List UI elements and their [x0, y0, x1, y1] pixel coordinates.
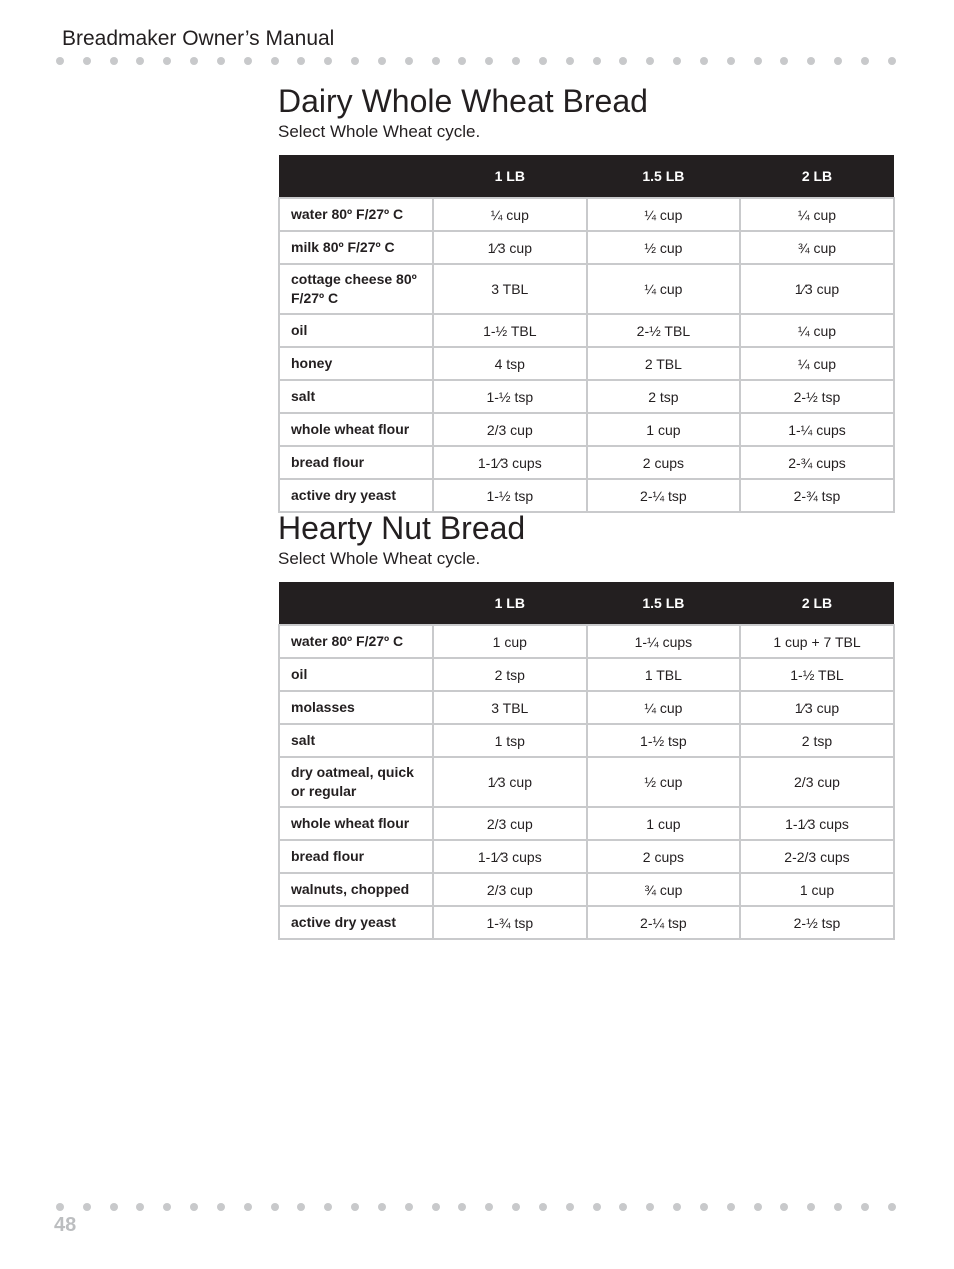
ingredient-name: dry oatmeal, quick or regular — [279, 757, 433, 807]
amount-2lb: 2-¾ tsp — [740, 479, 894, 512]
divider-dot — [593, 57, 601, 65]
amount-2lb: 2-¾ cups — [740, 446, 894, 479]
amount-1lb: 2 tsp — [433, 658, 587, 691]
amount-2lb: 1 cup + 7 TBL — [740, 625, 894, 658]
divider-dot — [163, 57, 171, 65]
ingredient-name: active dry yeast — [279, 906, 433, 939]
recipe-hearty-nut — [278, 510, 893, 940]
divider-dot — [807, 1203, 815, 1211]
table-row — [279, 198, 894, 231]
divider-dot — [271, 1203, 279, 1211]
amount-1lb: 1-¾ tsp — [433, 906, 587, 939]
divider-dot — [458, 57, 466, 65]
top-dot-divider — [56, 56, 896, 66]
divider-dot — [539, 57, 547, 65]
ingredient-name: water 80º F/27º C — [279, 198, 433, 231]
amount-1-5lb: 2 cups — [587, 446, 741, 479]
column-header-1-5lb: 1.5 LB — [587, 155, 741, 198]
table-row — [279, 757, 894, 807]
divider-dot — [163, 1203, 171, 1211]
divider-dot — [110, 1203, 118, 1211]
divider-dot — [754, 1203, 762, 1211]
amount-2lb: 2 tsp — [740, 724, 894, 757]
amount-1-5lb: 1 cup — [587, 807, 741, 840]
amount-2lb: 1⁄3 cup — [740, 264, 894, 314]
divider-dot — [297, 1203, 305, 1211]
divider-dot — [566, 1203, 574, 1211]
recipe-title: Hearty Nut Bread — [278, 510, 526, 546]
table-header-row — [279, 155, 894, 198]
table-row — [279, 691, 894, 724]
divider-dot — [727, 1203, 735, 1211]
table-header-row — [279, 582, 894, 625]
page-number: 48 — [54, 1214, 77, 1236]
amount-1-5lb: 2 TBL — [587, 347, 741, 380]
divider-dot — [83, 57, 91, 65]
divider-dot — [83, 1203, 91, 1211]
ingredient-name: salt — [279, 380, 433, 413]
ingredient-name: bread flour — [279, 446, 433, 479]
table-row — [279, 840, 894, 873]
divider-dot — [593, 1203, 601, 1211]
divider-dot — [244, 57, 252, 65]
amount-2lb: ¾ cup — [740, 231, 894, 264]
amount-1-5lb: 1-½ tsp — [587, 724, 741, 757]
divider-dot — [807, 57, 815, 65]
table-row — [279, 314, 894, 347]
amount-1-5lb: ½ cup — [587, 231, 741, 264]
divider-dot — [861, 57, 869, 65]
amount-1lb: 2/3 cup — [433, 873, 587, 906]
amount-1lb: 3 TBL — [433, 691, 587, 724]
divider-dot — [780, 1203, 788, 1211]
amount-1-5lb: 1-¼ cups — [587, 625, 741, 658]
ingredient-name: honey — [279, 347, 433, 380]
divider-dot — [754, 57, 762, 65]
divider-dot — [673, 57, 681, 65]
amount-1lb: 1-½ tsp — [433, 479, 587, 512]
divider-dot — [56, 57, 64, 65]
column-header-1-5lb: 1.5 LB — [587, 582, 741, 625]
divider-dot — [324, 57, 332, 65]
table-row — [279, 231, 894, 264]
divider-dot — [834, 57, 842, 65]
amount-1-5lb: 2-¼ tsp — [587, 479, 741, 512]
amount-1-5lb: ¼ cup — [587, 691, 741, 724]
amount-1lb: ¼ cup — [433, 198, 587, 231]
amount-1lb: 4 tsp — [433, 347, 587, 380]
divider-dot — [405, 1203, 413, 1211]
divider-dot — [619, 57, 627, 65]
divider-dot — [217, 1203, 225, 1211]
divider-dot — [485, 57, 493, 65]
ingredient-name: whole wheat flour — [279, 413, 433, 446]
amount-2lb: 1-¼ cups — [740, 413, 894, 446]
divider-dot — [432, 57, 440, 65]
amount-2lb: 1 cup — [740, 873, 894, 906]
ingredient-table — [278, 155, 895, 513]
ingredient-name: whole wheat flour — [279, 807, 433, 840]
amount-2lb: ¼ cup — [740, 198, 894, 231]
divider-dot — [512, 57, 520, 65]
column-header-ingredient — [279, 155, 433, 198]
column-header-2lb: 2 LB — [740, 155, 894, 198]
ingredient-name: water 80º F/27º C — [279, 625, 433, 658]
divider-dot — [244, 1203, 252, 1211]
divider-dot — [351, 1203, 359, 1211]
table-row — [279, 264, 894, 314]
divider-dot — [673, 1203, 681, 1211]
amount-1lb: 1-½ tsp — [433, 380, 587, 413]
amount-1lb: 1 cup — [433, 625, 587, 658]
table-row — [279, 380, 894, 413]
amount-1-5lb: ¼ cup — [587, 198, 741, 231]
amount-1-5lb: 1 TBL — [587, 658, 741, 691]
amount-1lb: 3 TBL — [433, 264, 587, 314]
divider-dot — [700, 57, 708, 65]
table-row — [279, 873, 894, 906]
amount-1-5lb: ½ cup — [587, 757, 741, 807]
divider-dot — [646, 1203, 654, 1211]
amount-1-5lb: 2-½ TBL — [587, 314, 741, 347]
amount-1lb: 1⁄3 cup — [433, 231, 587, 264]
amount-1lb: 1 tsp — [433, 724, 587, 757]
ingredient-name: salt — [279, 724, 433, 757]
divider-dot — [432, 1203, 440, 1211]
divider-dot — [136, 57, 144, 65]
divider-dot — [834, 1203, 842, 1211]
recipe-cycle-note: Select Whole Wheat cycle. — [278, 549, 481, 568]
amount-2lb: ¼ cup — [740, 314, 894, 347]
divider-dot — [861, 1203, 869, 1211]
divider-dot — [190, 57, 198, 65]
amount-1lb: 1-1⁄3 cups — [433, 446, 587, 479]
divider-dot — [110, 57, 118, 65]
ingredient-name: bread flour — [279, 840, 433, 873]
column-header-2lb: 2 LB — [740, 582, 894, 625]
column-header-1lb: 1 LB — [433, 582, 587, 625]
divider-dot — [378, 57, 386, 65]
amount-1lb: 1-1⁄3 cups — [433, 840, 587, 873]
recipe-title: Dairy Whole Wheat Bread — [278, 83, 648, 119]
divider-dot — [458, 1203, 466, 1211]
amount-2lb: ¼ cup — [740, 347, 894, 380]
recipe-dairy-whole-wheat — [278, 83, 893, 513]
divider-dot — [378, 1203, 386, 1211]
divider-dot — [780, 57, 788, 65]
column-header-ingredient — [279, 582, 433, 625]
divider-dot — [297, 57, 305, 65]
amount-2lb: 2-2/3 cups — [740, 840, 894, 873]
column-header-1lb: 1 LB — [433, 155, 587, 198]
amount-1-5lb: ¾ cup — [587, 873, 741, 906]
amount-1lb: 1-½ TBL — [433, 314, 587, 347]
amount-2lb: 1-½ TBL — [740, 658, 894, 691]
ingredient-name: cottage cheese 80º F/27º C — [279, 264, 433, 314]
divider-dot — [405, 57, 413, 65]
divider-dot — [512, 1203, 520, 1211]
amount-1lb: 2/3 cup — [433, 807, 587, 840]
amount-2lb: 2-½ tsp — [740, 380, 894, 413]
recipe-cycle-note: Select Whole Wheat cycle. — [278, 122, 481, 141]
amount-1-5lb: 1 cup — [587, 413, 741, 446]
divider-dot — [566, 57, 574, 65]
table-row — [279, 658, 894, 691]
divider-dot — [700, 1203, 708, 1211]
amount-2lb: 2-½ tsp — [740, 906, 894, 939]
table-row — [279, 906, 894, 939]
divider-dot — [271, 57, 279, 65]
divider-dot — [539, 1203, 547, 1211]
table-row — [279, 347, 894, 380]
ingredient-name: milk 80º F/27º C — [279, 231, 433, 264]
table-row — [279, 625, 894, 658]
divider-dot — [727, 57, 735, 65]
amount-1-5lb: 2 cups — [587, 840, 741, 873]
ingredient-name: oil — [279, 314, 433, 347]
divider-dot — [56, 1203, 64, 1211]
divider-dot — [351, 57, 359, 65]
amount-1-5lb: 2 tsp — [587, 380, 741, 413]
amount-1-5lb: ¼ cup — [587, 264, 741, 314]
divider-dot — [190, 1203, 198, 1211]
divider-dot — [646, 57, 654, 65]
amount-2lb: 1⁄3 cup — [740, 691, 894, 724]
divider-dot — [888, 1203, 896, 1211]
divider-dot — [888, 57, 896, 65]
divider-dot — [217, 57, 225, 65]
manual-title: Breadmaker Owner’s Manual — [62, 27, 335, 50]
divider-dot — [136, 1203, 144, 1211]
ingredient-name: oil — [279, 658, 433, 691]
table-row — [279, 413, 894, 446]
amount-1lb: 2/3 cup — [433, 413, 587, 446]
table-row — [279, 724, 894, 757]
amount-1lb: 1⁄3 cup — [433, 757, 587, 807]
ingredient-name: walnuts, chopped — [279, 873, 433, 906]
ingredient-table — [278, 582, 895, 940]
amount-2lb: 2/3 cup — [740, 757, 894, 807]
ingredient-name: active dry yeast — [279, 479, 433, 512]
ingredient-name: molasses — [279, 691, 433, 724]
divider-dot — [324, 1203, 332, 1211]
table-row — [279, 446, 894, 479]
divider-dot — [619, 1203, 627, 1211]
bottom-dot-divider — [56, 1202, 896, 1212]
amount-1-5lb: 2-¼ tsp — [587, 906, 741, 939]
divider-dot — [485, 1203, 493, 1211]
amount-2lb: 1-1⁄3 cups — [740, 807, 894, 840]
table-row — [279, 807, 894, 840]
table-row — [279, 479, 894, 512]
